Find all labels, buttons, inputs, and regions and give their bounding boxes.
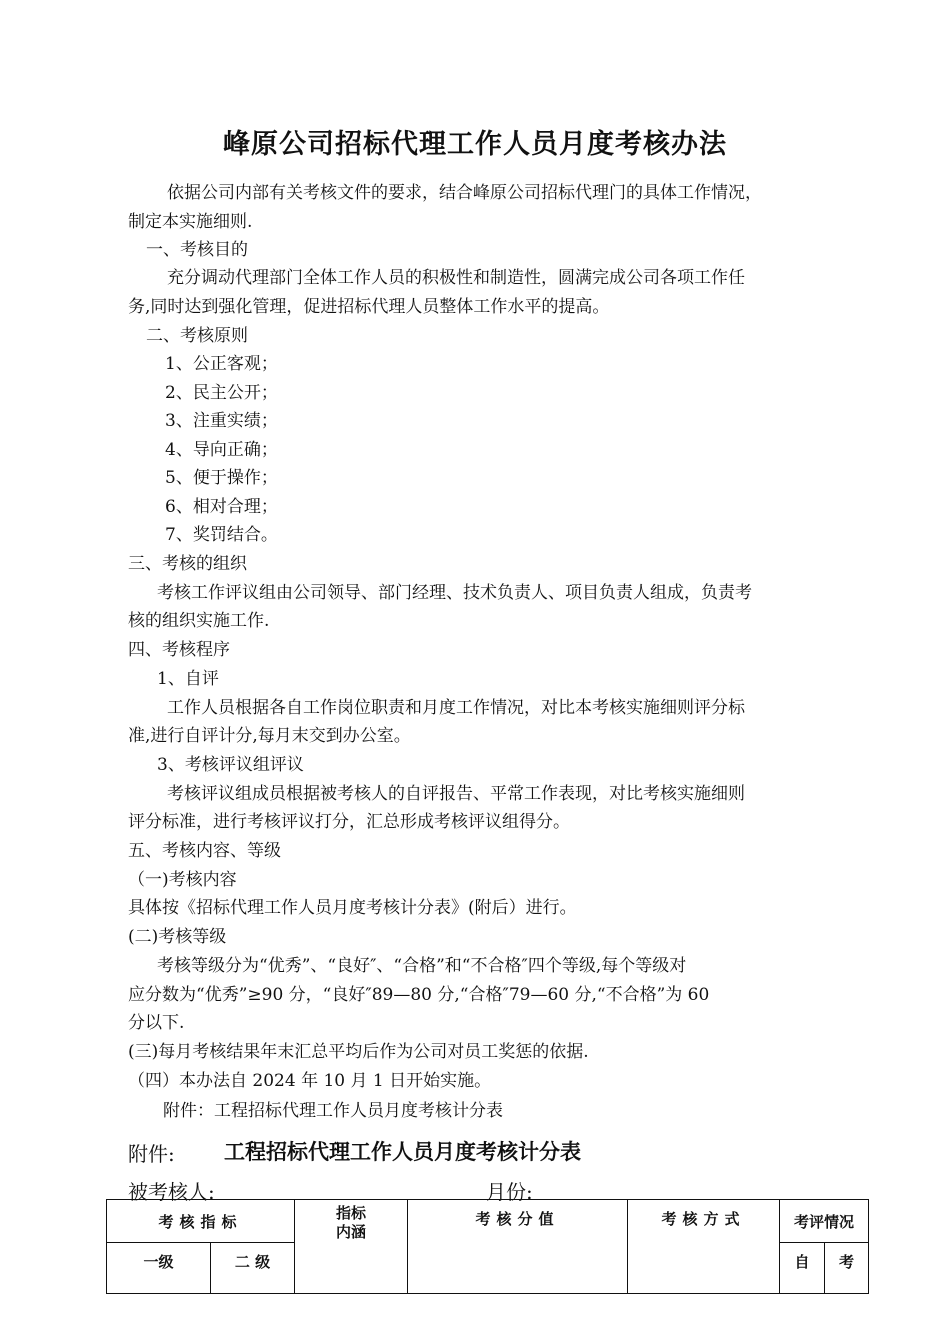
body-line: 准,进行自评计分,每月末交到办公室。 [128,726,411,746]
subsection-heading: （一)考核内容 [128,870,237,890]
list-item: 3、注重实绩； [165,411,278,431]
score-table [106,1199,869,1294]
body-line: 充分调动代理部门全体工作人员的积极性和制造性，圆满完成公司各项工作任 [167,268,745,288]
subsection-heading: (二)考核等级 [128,927,227,947]
month-label: 月份: [486,1180,533,1204]
examinee-label: 被考核人: [128,1180,215,1204]
body-line: 考核评议组成员根据被考核人的自评报告、平常工作表现，对比考核实施细则 [167,784,745,804]
section-heading: 三、考核的组织 [128,554,247,574]
section-heading: 四、考核程序 [128,640,230,660]
body-line: 依据公司内部有关考核文件的要求，结合峰原公司招标代理门的具体工作情况， [167,183,762,203]
list-item: 6、相对合理； [165,497,278,517]
header-review: 考评情况 [780,1200,869,1243]
body-line: 应分数为“优秀”≥90 分，“良好″89—80 分,“合格″79—60 分,“不合格”为 60 [128,985,710,1005]
list-item: 4、导向正确； [165,440,278,460]
list-item: 5、便于操作； [165,468,278,488]
header-method: 考核方式 [628,1200,780,1294]
attachment-note: 附件：工程招标代理工作人员月度考核计分表 [163,1101,503,1121]
list-item: 2、民主公开； [165,383,278,403]
sub-level2: 二 级 [211,1243,295,1294]
body-line: 工作人员根据各自工作岗位职责和月度工作情况，对比本考核实施细则评分标 [167,698,745,718]
section-heading: 一、考核目的 [146,240,248,260]
attachment-label: 附件: [128,1142,175,1166]
header-indicator: 考核指标 [107,1200,295,1243]
body-line: 考核工作评议组由公司领导、部门经理、技术负责人、项目负责人组成，负责考 [157,583,752,603]
list-item: 7、奖罚结合。 [165,525,278,545]
header-content: 指标 内涵 [295,1200,408,1294]
sub-self: 自 [780,1243,825,1294]
body-line: 分以下. [128,1013,185,1033]
body-line: (三)每月考核结果年末汇总平均后作为公司对员工奖惩的依据. [128,1042,589,1062]
section-heading: 二、考核原则 [146,326,248,346]
attachment-title: 工程招标代理工作人员月度考核计分表 [224,1139,581,1164]
sub-exam: 考 [825,1243,869,1294]
header-score: 考核分值 [408,1200,628,1294]
body-line: 考核等级分为“优秀”、“良好″、“合格”和“不合格″四个等级,每个等级对 [157,956,687,976]
subsection-heading: 3、考核评议组评议 [157,755,304,775]
document-title: 峰原公司招标代理工作人员月度考核办法 [223,129,727,160]
body-line: 务,同时达到强化管理，促进招标代理人员整体工作水平的提高。 [128,297,610,317]
section-heading: 五、考核内容、等级 [128,841,281,861]
body-line: 核的组织实施工作. [128,611,270,631]
body-line: 具体按《招标代理工作人员月度考核计分表》(附后）进行。 [128,898,577,918]
body-line: 制定本实施细则. [128,212,253,232]
sub-level1: 一级 [107,1243,211,1294]
list-item: 1、公正客观； [165,354,278,374]
body-line: 评分标准，进行考核评议打分，汇总形成考核评议组得分。 [128,812,570,832]
body-line: （四）本办法自 2024 年 10 月 1 日开始实施。 [128,1071,492,1091]
subsection-heading: 1、自评 [157,669,219,689]
